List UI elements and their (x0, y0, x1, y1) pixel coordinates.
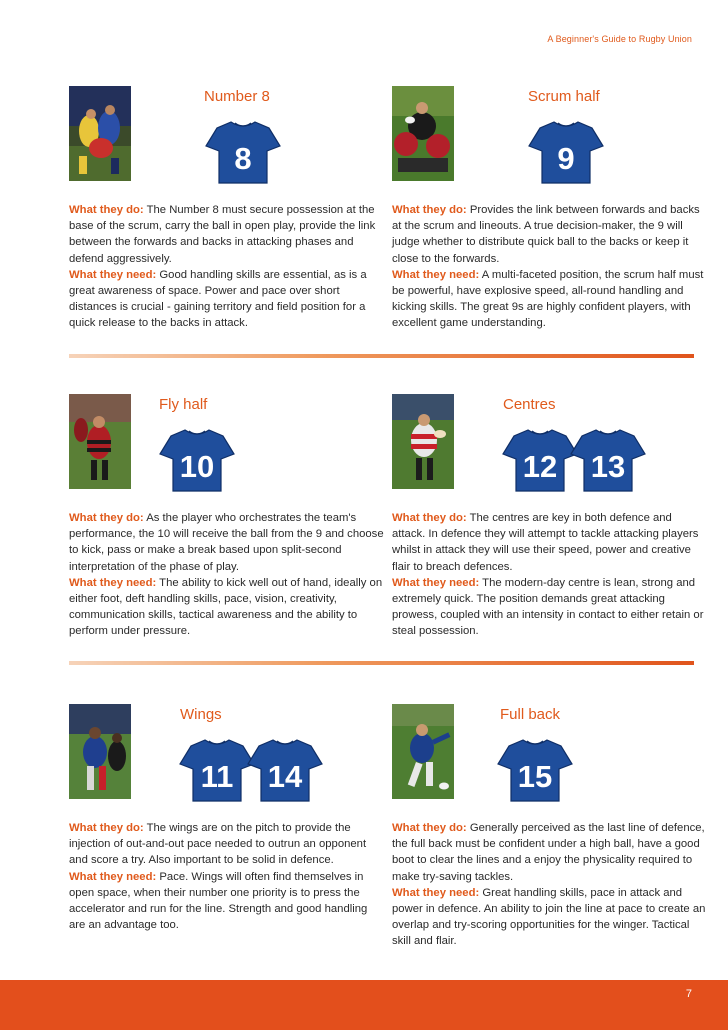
what-they-need-text: The modern-day centre is lean, strong and extremely quick. The position demands great attacking prowess, coupled with an intensity in contact to either retain or steal possession. (392, 576, 704, 638)
what-they-need-label: What they need: (392, 886, 480, 899)
player-photo (392, 394, 454, 489)
document-header-title: A Beginner's Guide to Rugby Union (547, 34, 692, 44)
player-photo (69, 704, 131, 799)
section-wings (69, 704, 383, 964)
what-they-need-label: What they need: (392, 576, 480, 589)
jersey-number: 13 (590, 449, 626, 484)
position-description (392, 510, 708, 640)
section-fly-half (69, 394, 383, 654)
what-they-do-text: The Number 8 must secure possession at the base of the scrum, carry the ball in open play, provide the link between the forwards and backs in attacking phases and defend aggressively. (69, 204, 376, 265)
shirt-group (502, 428, 646, 492)
jersey-icon (205, 120, 281, 184)
jersey-icon (570, 428, 646, 492)
jersey-number: 12 (522, 449, 558, 484)
what-they-do-text: Generally perceived as the last line of defence, the full back must be confident under a high ball, have a good boot to clear the lines and a enjoy the physicality required to make try-saving tackles. (392, 822, 705, 883)
page-number: 7 (685, 988, 692, 1000)
jersey-icon (247, 738, 323, 802)
what-they-do-text: Provides the link between forwards and backs at the scrum and lineouts. A true decision-maker, the 9 will judge whether to distribute quick ball to the backs or keep it close to the forwards. (392, 204, 700, 265)
section-centres (392, 394, 706, 654)
what-they-need-text: A multi-faceted position, the scrum half must be powerful, have explosive speed, all-round handling and kicking skills. The great 9s are highly confident players, with excellent game understanding. (392, 268, 704, 330)
player-photo (69, 394, 131, 489)
jersey-number: 11 (200, 759, 234, 794)
position-title: Centres (503, 396, 556, 413)
shirt-group (179, 738, 323, 802)
what-they-do-text: As the player who orchestrates the team's performance, the 10 will receive the ball from the 9 and choose to kick, pass or make a break based upon split-second interpretation of the phase of play. (69, 512, 384, 573)
shirt-group (205, 120, 281, 184)
shirt-group (497, 738, 573, 802)
jersey-icon (179, 738, 255, 802)
jersey-icon (497, 738, 573, 802)
jersey-number: 14 (267, 759, 303, 794)
section-divider (69, 661, 694, 665)
what-they-need-text: The ability to kick well out of hand, ideally on either foot, deft handling skills, pace, vision, creativity, communication skills, tactical awareness and the ability to perform under pressure. (69, 576, 383, 638)
what-they-need-text: Great handling skills, pace in attack and power in defence. An ability to join the line at pace to create an overlap and try-scoring opportunities for the winger. Tactical skill and flair. (392, 886, 706, 948)
what-they-do-label: What they do: (69, 204, 144, 216)
position-description (69, 202, 385, 332)
position-title: Scrum half (528, 88, 600, 105)
jersey-icon (528, 120, 604, 184)
jersey-icon (159, 428, 235, 492)
shirt-group (159, 428, 235, 492)
footer-bar (0, 980, 728, 1030)
jersey-number: 9 (557, 141, 575, 176)
section-divider (69, 354, 694, 358)
position-title: Full back (500, 706, 561, 723)
player-photo (392, 704, 454, 799)
player-photo (69, 86, 131, 181)
what-they-need-label: What they need: (69, 268, 157, 281)
position-title: Fly half (159, 396, 208, 413)
what-they-do-label: What they do: (69, 512, 144, 524)
what-they-do-label: What they do: (392, 822, 467, 834)
jersey-number: 15 (517, 759, 553, 794)
what-they-need-label: What they need: (392, 268, 480, 281)
position-description (69, 820, 385, 933)
position-description (392, 820, 708, 950)
position-title: Number 8 (204, 88, 270, 105)
what-they-need-text: Pace. Wings will often find themselves in open space, when their number one priority is to press the accelerator and run for the line. Strength and good handling are an advantage too. (69, 870, 368, 932)
jersey-icon (502, 428, 578, 492)
position-description (392, 202, 708, 332)
what-they-do-text: The centres are key in both defence and attack. In defence they will attempt to tackle attacking players whilst in attack they will use their speed, power and creative flair to breach defences. (392, 512, 699, 573)
what-they-do-label: What they do: (392, 512, 467, 524)
section-scrum-half (392, 86, 706, 346)
what-they-need-label: What they need: (69, 870, 157, 883)
shirt-group (528, 120, 604, 184)
jersey-number: 10 (179, 449, 215, 484)
what-they-need-label: What they need: (69, 576, 157, 589)
what-they-do-text: The wings are on the pitch to provide the injection of out-and-out pace needed to outrun an opponent and score a try. Also important to be solid in defence. (69, 822, 367, 867)
what-they-do-label: What they do: (392, 204, 467, 216)
position-title: Wings (180, 706, 222, 723)
jersey-number: 8 (234, 141, 252, 176)
section-number-8 (69, 86, 383, 346)
position-description (69, 510, 385, 640)
section-full-back (392, 704, 706, 964)
what-they-do-label: What they do: (69, 822, 144, 834)
player-photo (392, 86, 454, 181)
what-they-need-text: Good handling skills are essential, as is a great awareness of space. Power and pace over short distances is crucial - gaining territory and field position for a quick release to the backs in attack. (69, 268, 367, 330)
